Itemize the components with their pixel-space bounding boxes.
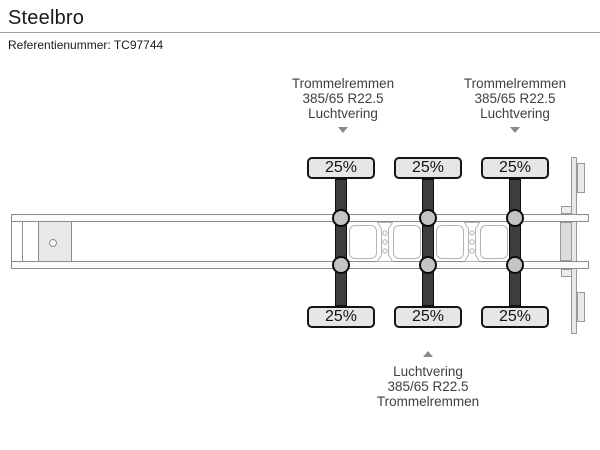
arrow-down-icon: [510, 127, 520, 133]
chassis-crossmember: [377, 222, 393, 262]
chassis-crossmember: [464, 222, 480, 262]
hanger-panel: [349, 225, 377, 259]
axle1-suspension-top: [332, 209, 350, 227]
axle2-load-top: 25%: [394, 157, 462, 179]
rear-bracket-bottom: [561, 269, 572, 277]
arrow-up-icon: [423, 351, 433, 357]
rear-bracket-top: [561, 206, 572, 214]
reference-number: Referentienummer: TC97744: [8, 38, 164, 52]
axle2-suspension-bottom: [419, 256, 437, 274]
axle3-spec-label: [425, 76, 600, 121]
kingpin-hole: [49, 239, 57, 247]
spec-line: Luchtvering: [308, 106, 378, 121]
axle1-suspension-bottom: [332, 256, 350, 274]
axle1-spec-label: [253, 76, 433, 121]
axle1-shaft: [335, 179, 347, 306]
axle2-load-bottom: 25%: [394, 306, 462, 328]
axle3-load-top: 25%: [481, 157, 549, 179]
page-title: Steelbro: [8, 7, 85, 29]
axle3-suspension-bottom: [506, 256, 524, 274]
hanger-panel: [436, 225, 464, 259]
axle1-load-top: 25%: [307, 157, 375, 179]
spec-line: 385/65 R22.5: [474, 91, 556, 106]
spec-line: 385/65 R22.5: [302, 91, 384, 106]
axle3-shaft: [509, 179, 521, 306]
spec-line: Trommelremmen: [463, 76, 567, 91]
spec-line: Trommelremmen: [291, 76, 395, 91]
axle2-spec-label: [338, 364, 518, 409]
chassis-bottom-rail: [11, 261, 589, 269]
hanger-panel: [393, 225, 421, 259]
rear-bumper-block-top: [577, 163, 585, 193]
spec-line: Luchtvering: [480, 106, 550, 121]
axle2-suspension-top: [419, 209, 437, 227]
axle3-load-bottom: 25%: [481, 306, 549, 328]
hanger-panel: [480, 225, 508, 259]
axle3-suspension-top: [506, 209, 524, 227]
arrow-down-icon: [338, 127, 348, 133]
spec-line: Trommelremmen: [376, 394, 480, 409]
chassis-top-rail: [11, 214, 589, 222]
spec-line: 385/65 R22.5: [387, 379, 469, 394]
spec-line: Luchtvering: [393, 364, 463, 379]
axle2-shaft: [422, 179, 434, 306]
rear-bumper-block-bottom: [577, 292, 585, 322]
axle1-load-bottom: 25%: [307, 306, 375, 328]
header-divider: [0, 32, 600, 33]
rear-crossmember: [560, 222, 572, 261]
